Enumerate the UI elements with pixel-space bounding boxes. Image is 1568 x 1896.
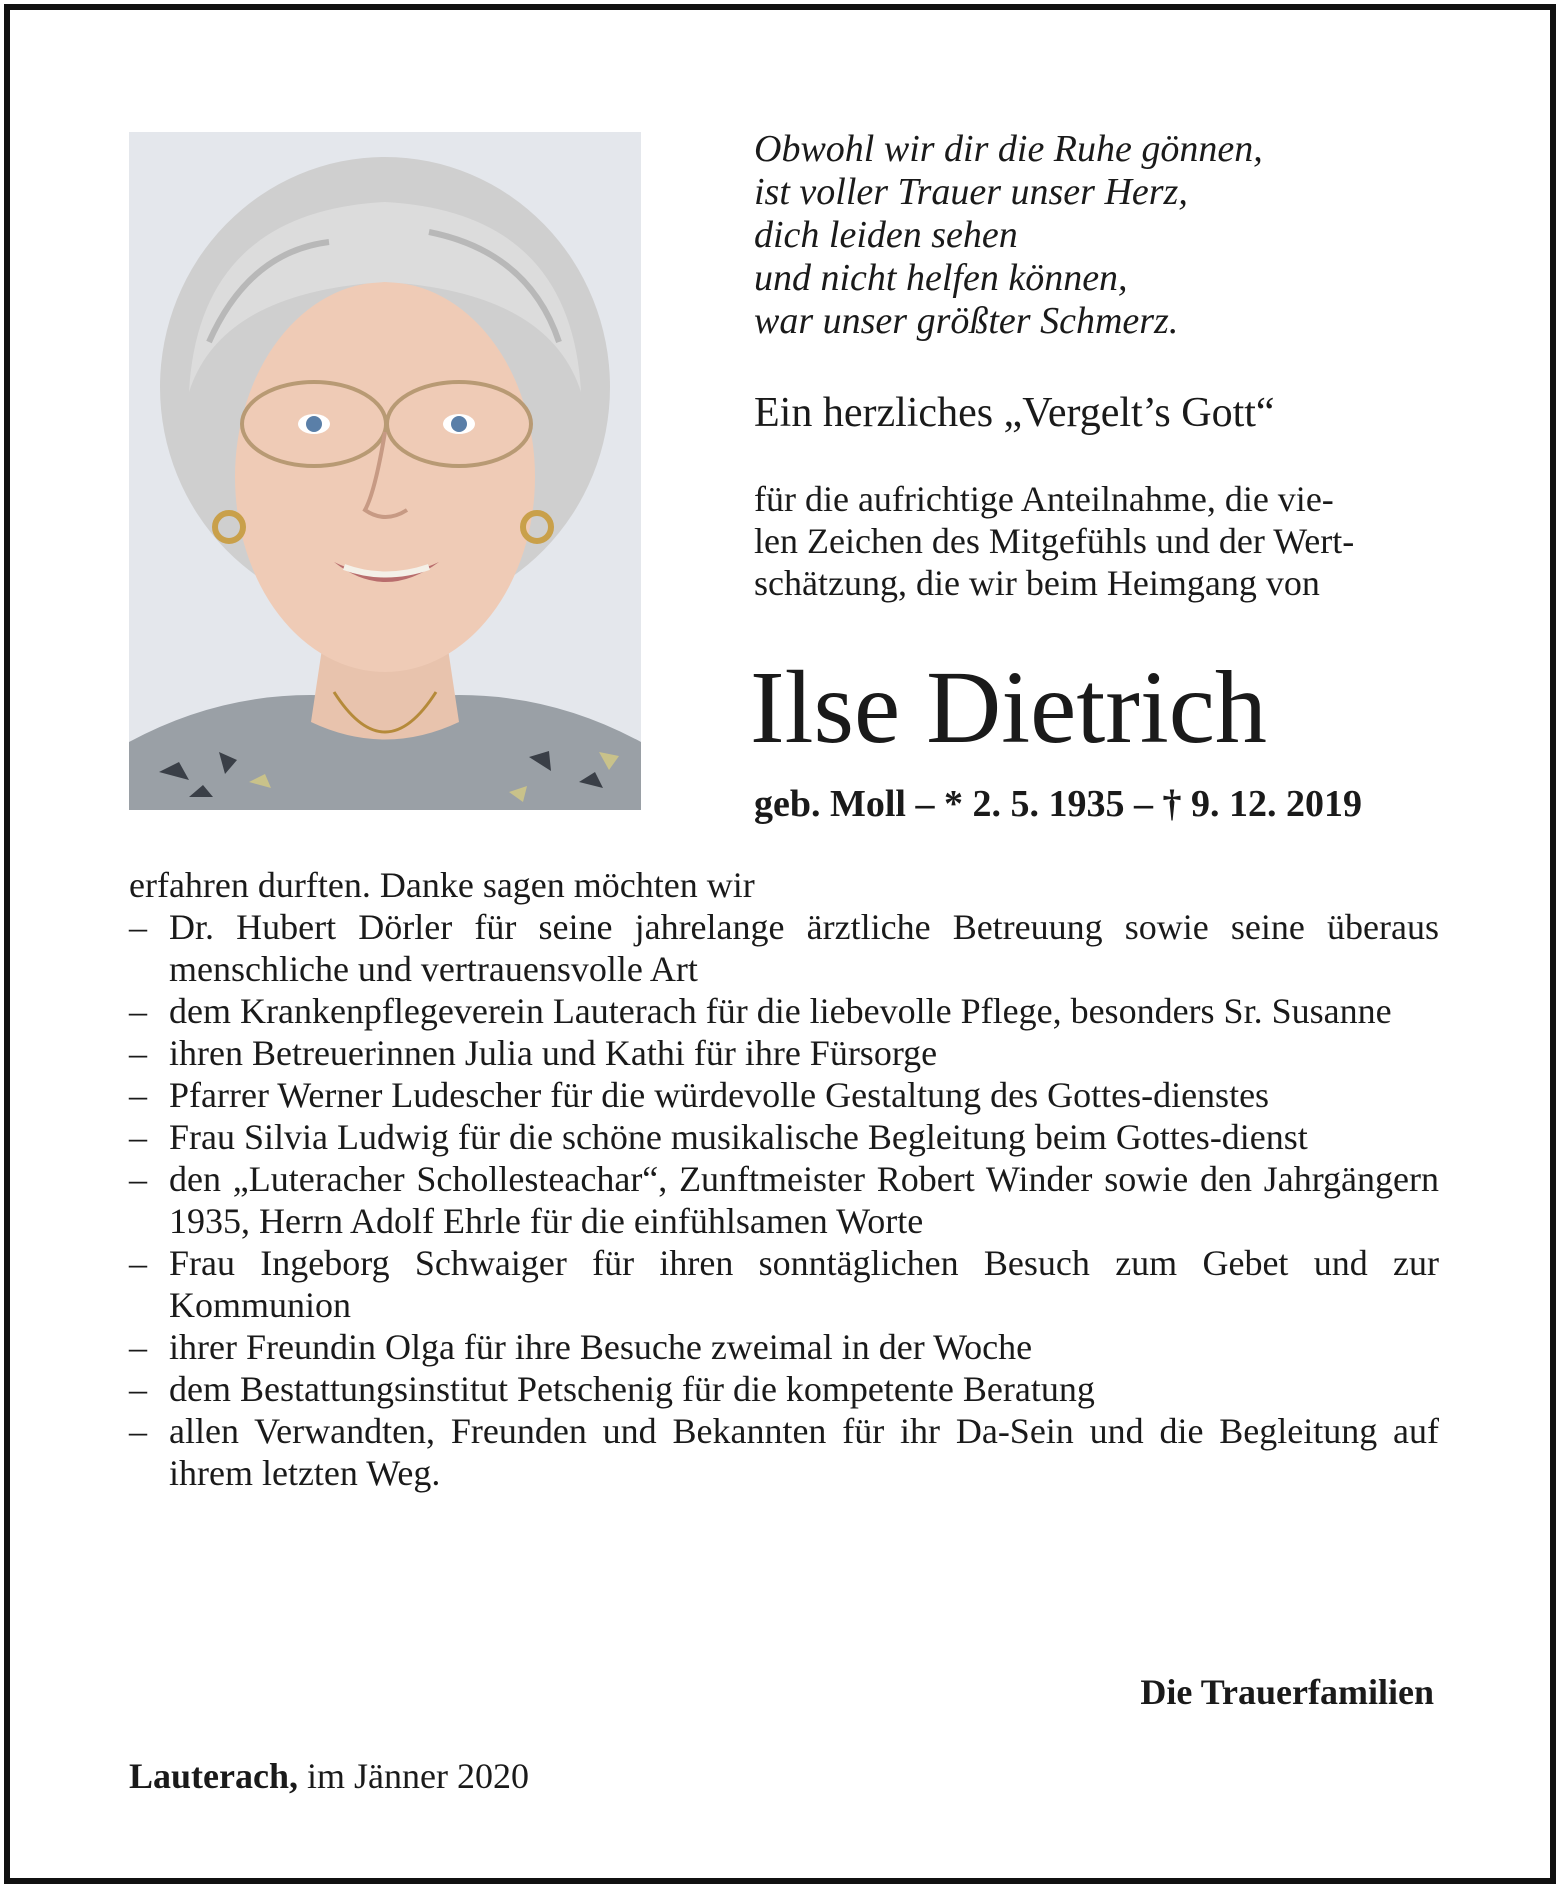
body-lead: erfahren durften. Danke sagen möchten wir xyxy=(129,865,755,905)
list-item-text: Frau Silvia Ludwig für die schöne musikalische Begleitung beim Gottes-dienst xyxy=(169,1117,1308,1157)
deceased-name: Ilse Dietrich xyxy=(750,650,1267,765)
intro-text xyxy=(754,478,1438,604)
intro-line: für die aufrichtige Anteilnahme, die vie- xyxy=(754,479,1334,519)
dash-bullet: – xyxy=(129,1411,147,1451)
dash-bullet: – xyxy=(129,1075,147,1115)
list-item-text: ihrer Freundin Olga für ihre Besuche zweimal in der Woche xyxy=(169,1327,1033,1367)
deceased-dates: geb. Moll – * 2. 5. 1935 – † 9. 12. 2019 xyxy=(754,783,1362,825)
place-town: Lauterach, xyxy=(129,1756,298,1796)
place-date xyxy=(129,1754,529,1798)
list-item-text: Frau Ingeborg Schwaiger für ihren sonntäglichen Besuch zum Gebet und zur Kommunion xyxy=(169,1243,1439,1325)
dash-bullet: – xyxy=(129,1327,147,1367)
poem-line: dich leiden sehen xyxy=(754,214,1018,256)
poem-line: ist voller Trauer unser Herz, xyxy=(754,171,1188,213)
dash-bullet: – xyxy=(129,1369,147,1409)
thanks-list xyxy=(129,906,1439,1494)
list-item-text: Pfarrer Werner Ludescher für die würdevolle Gestaltung des Gottes-dienstes xyxy=(169,1075,1270,1115)
poem xyxy=(754,128,1454,343)
intro-line: len Zeichen des Mitgefühls und der Wert- xyxy=(754,521,1355,561)
list-item-text: Dr. Hubert Dörler für seine jahrelange ärztliche Betreuung sowie seine überaus menschliche und vertrauensvolle Art xyxy=(169,907,1439,989)
list-item xyxy=(129,906,1439,990)
intro-line: schätzung, die wir beim Heimgang von xyxy=(754,563,1320,603)
poem-line: und nicht helfen können, xyxy=(754,257,1128,299)
list-item-text: dem Bestattungsinstitut Petschenig für die kompetente Beratung xyxy=(169,1369,1095,1409)
list-item xyxy=(129,990,1439,1032)
portrait-photo xyxy=(129,132,641,810)
list-item xyxy=(129,1242,1439,1326)
list-item xyxy=(129,1032,1439,1074)
signature: Die Trauerfamilien xyxy=(1140,1672,1434,1712)
list-item xyxy=(129,1116,1439,1158)
list-item xyxy=(129,1326,1439,1368)
dash-bullet: – xyxy=(129,991,147,1031)
dash-bullet: – xyxy=(129,1033,147,1073)
list-item-text: allen Verwandten, Freunden und Bekannten für ihr Da-Sein und die Begleitung auf ihrem letzten Weg. xyxy=(169,1411,1439,1493)
thanks-heading: Ein herzliches „Vergelt’s Gott“ xyxy=(754,390,1275,436)
poem-line: Obwohl wir dir die Ruhe gönnen, xyxy=(754,128,1263,170)
dash-bullet: – xyxy=(129,1117,147,1157)
portrait-image xyxy=(129,132,641,810)
thanks-body xyxy=(129,864,1439,1494)
list-item-text: ihren Betreuerinnen Julia und Kathi für ihre Fürsorge xyxy=(169,1033,938,1073)
dash-bullet: – xyxy=(129,907,147,947)
list-item xyxy=(129,1074,1439,1116)
list-item xyxy=(129,1368,1439,1410)
place-date-text: im Jänner 2020 xyxy=(297,1756,529,1796)
list-item-text: dem Krankenpflegeverein Lauterach für die liebevolle Pflege, besonders Sr. Susanne xyxy=(169,991,1392,1031)
list-item xyxy=(129,1410,1439,1494)
dash-bullet: – xyxy=(129,1159,147,1199)
poem-line: war unser größter Schmerz. xyxy=(754,300,1179,342)
dash-bullet: – xyxy=(129,1243,147,1283)
list-item xyxy=(129,1158,1439,1242)
list-item-text: den „Luteracher Schollesteachar“, Zunftmeister Robert Winder sowie den Jahrgängern 1935, Herrn Adolf Ehrle für die einfühlsamen Worte xyxy=(169,1159,1439,1241)
